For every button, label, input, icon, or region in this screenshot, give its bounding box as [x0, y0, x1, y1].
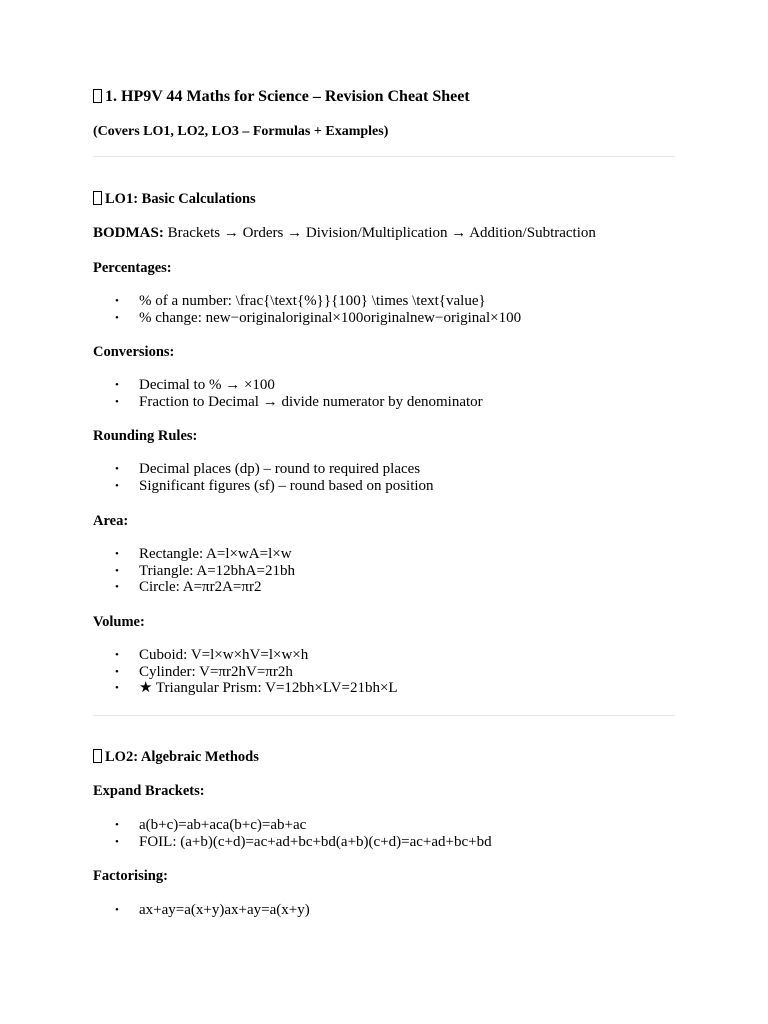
bullet-icon: • — [115, 564, 119, 577]
bullet-icon: • — [115, 581, 119, 594]
bullet-icon: • — [115, 835, 119, 848]
percentages-list — [93, 293, 521, 326]
bullet-icon: • — [115, 479, 119, 492]
list-item: • Cuboid: V=l×w×hV=l×w×h — [115, 647, 309, 663]
conversions-label: Conversions: — [93, 344, 175, 360]
list-item: • % of a number: \frac{\text{%}}{100} \times \text{value} — [115, 293, 486, 309]
rounding-list — [93, 461, 434, 494]
bullet-icon: • — [115, 904, 119, 916]
missing-glyph-icon — [93, 749, 102, 763]
bullet-icon: • — [115, 379, 119, 391]
list-item: • FOIL: (a+b)(c+d)=ac+ad+bc+bd(a+b)(c+d)=ac+ad+bc+bd — [115, 833, 492, 850]
expand-brackets-list — [93, 817, 492, 850]
bullet-icon: • — [115, 819, 119, 831]
missing-glyph-icon — [93, 191, 102, 205]
rounding-label: Rounding Rules: — [93, 428, 198, 444]
bullet-icon: • — [115, 649, 119, 661]
bullet-icon: • — [115, 463, 119, 475]
bodmas-line — [93, 225, 596, 242]
bullet-icon: • — [115, 682, 119, 695]
missing-glyph-icon — [93, 89, 102, 103]
bullet-icon: • — [115, 665, 119, 678]
page-subtitle: (Covers LO1, LO2, LO3 – Formulas + Examples) — [93, 124, 389, 139]
divider — [93, 156, 675, 157]
section-heading-lo2: LO2: Algebraic Methods — [93, 749, 259, 766]
list-item: • Decimal to % → ×100 — [115, 377, 275, 393]
bodmas-label: BODMAS: — [93, 225, 164, 241]
area-label: Area: — [93, 513, 129, 529]
list-item: • Circle: A=πr2A=πr2 — [115, 579, 262, 596]
conversions-list — [93, 377, 483, 410]
volume-label: Volume: — [93, 614, 145, 630]
list-item: • Rectangle: A=l×wA=l×w — [115, 546, 292, 562]
factorising-list — [93, 902, 310, 919]
divider — [93, 715, 675, 716]
bullet-icon: • — [115, 548, 119, 560]
bodmas-text: Brackets → Orders → Division/Multiplication → Addition/Subtraction — [167, 225, 596, 241]
bullet-icon: • — [115, 311, 119, 324]
factorising-label: Factorising: — [93, 868, 168, 884]
list-item: • ★ Triangular Prism: V=12bh×LV=21bh×L — [115, 680, 398, 697]
list-item: • ax+ay=a(x+y)ax+ay=a(x+y) — [115, 902, 310, 918]
bullet-icon: • — [115, 295, 119, 307]
page-title: 1. HP9V 44 Maths for Science – Revision Cheat Sheet — [93, 88, 470, 106]
list-item: • Decimal places (dp) – round to required places — [115, 461, 421, 477]
list-item: • Triangle: A=12bhA=21bh — [115, 562, 295, 579]
list-item: • Cylinder: V=πr2hV=πr2h — [115, 663, 293, 680]
volume-list — [93, 647, 398, 697]
list-item: • Fraction to Decimal → divide numerator by denominator — [115, 393, 483, 410]
area-list — [93, 546, 295, 596]
bullet-icon: • — [115, 395, 119, 408]
list-item: • Significant figures (sf) – round based on position — [115, 477, 434, 494]
list-item: • a(b+c)=ab+aca(b+c)=ab+ac — [115, 817, 307, 833]
list-item: • % change: new−originaloriginal×100originalnew−original×100 — [115, 309, 522, 326]
percentages-label: Percentages: — [93, 260, 172, 276]
expand-brackets-label: Expand Brackets: — [93, 783, 205, 799]
section-heading-lo1: LO1: Basic Calculations — [93, 191, 256, 208]
